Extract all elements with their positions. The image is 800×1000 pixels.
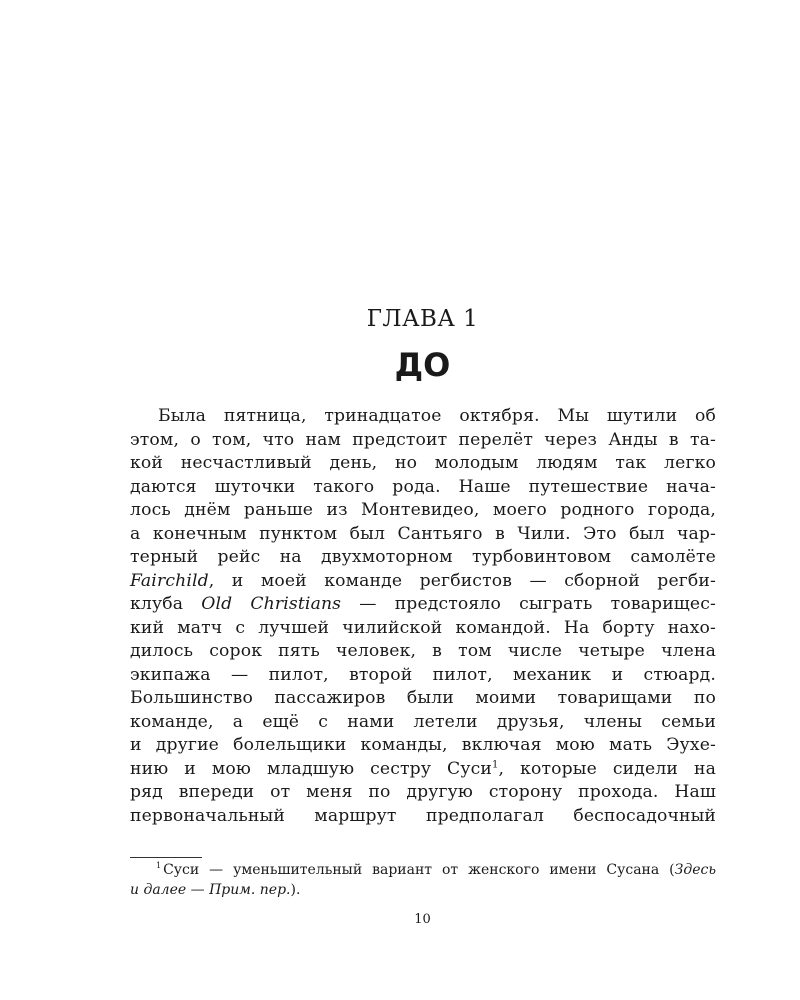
text-line	[130, 758, 716, 782]
footnote-number: 1	[156, 861, 162, 871]
text-line: дилось сорок пять человек, в том числе четыре члена	[130, 641, 716, 661]
text-segment: Здесь	[674, 862, 716, 878]
aircraft-name: Fairchild	[130, 570, 209, 591]
text-line: кий матч с лучшей чилийской командой. На борту нахо-	[130, 617, 716, 638]
text-segment: клуба	[130, 594, 202, 614]
footnote-divider	[130, 857, 202, 858]
text-line: Большинство пассажиров были моими товарищами по	[130, 688, 716, 708]
text-segment: и далее — Прим. пер.	[130, 882, 291, 898]
text-segment: , и моей команде регбистов — сборной регби-	[208, 570, 716, 591]
page-number: 10	[414, 912, 431, 927]
text-line: этом, о том, что нам предстоит перелёт через Анды в та-	[130, 429, 716, 450]
text-segment: ).	[290, 882, 301, 898]
text-line: а конечным пунктом был Сантьяго в Чили. Это был чар-	[130, 523, 716, 544]
text-line: первоначальный маршрут предполагал беспосадочный	[130, 805, 716, 826]
text-segment: — предстояло сыграть товарищес-	[341, 594, 716, 614]
club-name: Old Christians	[201, 594, 342, 614]
footnote-line	[130, 860, 716, 880]
text-segment: нию и мою младшую сестру Суси	[130, 758, 492, 779]
text-line: даются шуточки такого рода. Наше путешествие нача-	[130, 476, 716, 497]
body-text	[130, 405, 716, 828]
chapter-number: ГЛАВА 1	[366, 306, 479, 332]
footnote-line	[130, 880, 716, 900]
text-line: Была пятница, тринадцатое октября. Мы шутили об	[158, 406, 716, 426]
text-line	[130, 570, 716, 594]
text-line	[130, 593, 716, 617]
chapter-title: ДО	[394, 346, 451, 384]
text-line: экипажа — пилот, второй пилот, механик и стюард.	[130, 664, 716, 685]
text-segment: Суси — уменьшительный вариант от женского имени Сусана (	[163, 862, 675, 878]
text-segment: , которые сидели на	[498, 758, 716, 779]
text-line: команде, а ещё с нами летели друзья, члены семьи	[130, 711, 716, 732]
text-line: терный рейс на двухмоторном турбовинтовом самолёте	[130, 547, 716, 567]
text-line: кой несчастливый день, но молодым людям так легко	[130, 453, 716, 473]
text-line: лось днём раньше из Монтевидео, моего родного города,	[130, 500, 716, 520]
footnote-reference: 1	[492, 758, 499, 770]
text-line: и другие болельщики команды, включая мою мать Эухе-	[130, 735, 716, 755]
text-line: ряд впереди от меня по другую сторону прохода. Наш	[130, 782, 716, 802]
footnote	[130, 860, 716, 900]
